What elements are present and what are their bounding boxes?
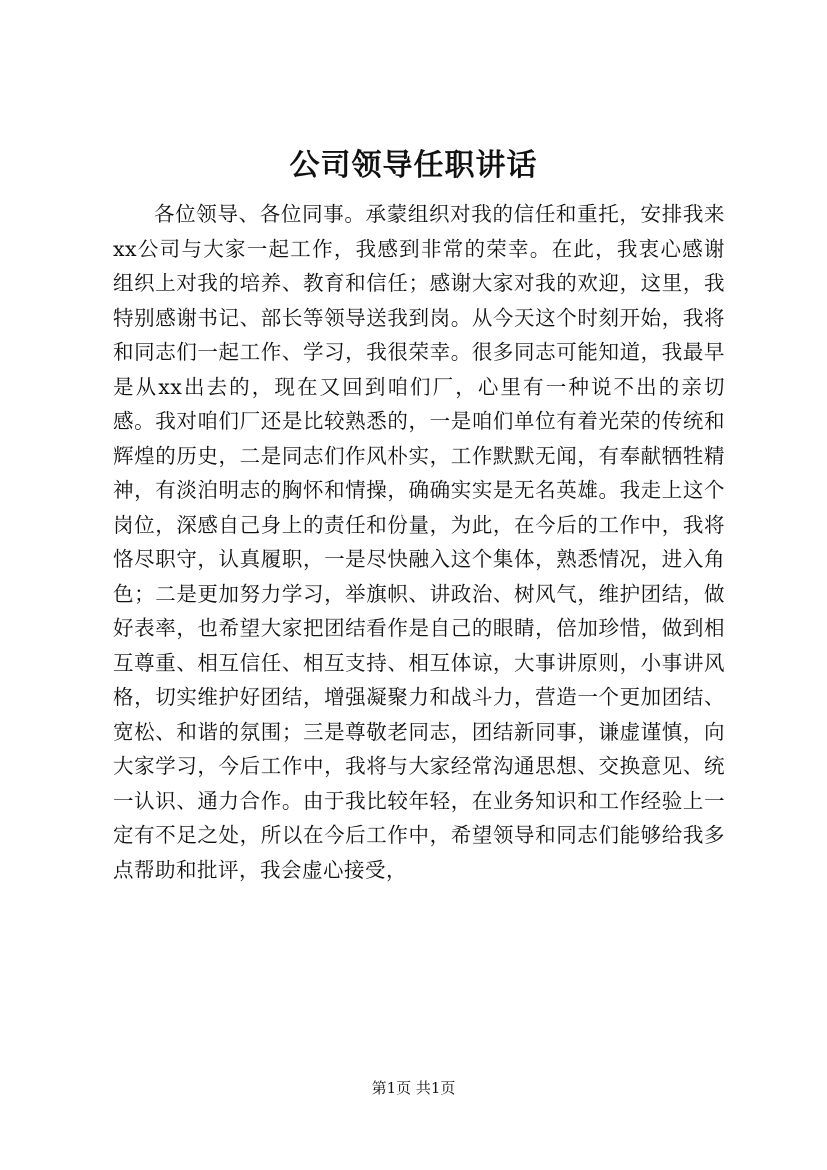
page-footer: 第1页 共1页 xyxy=(371,1079,456,1097)
document-body-paragraph: 各位领导、各位同事。承蒙组织对我的信任和重托，安排我来xx公司与大家一起工作，我感到非常的荣幸。在此，我衷心感谢组织上对我的培养、教育和信任；感谢大家对我的欢迎，这里，我特别感谢书记、部长等领导送我到岗。从今天这个时刻开始，我将和同志们一起工作、学习，我很荣幸。很多同志可能知道，我最早是从xx出去的，现在又回到咱们厂，心里有一种说不出的亲切感。我对咱们厂还是比较熟悉的，一是咱们单位有着光荣的传统和辉煌的历史，二是同志们作风朴实，工作默默无闻，有奉献牺牲精神，有淡泊明志的胸怀和情操，确确实实是无名英雄。我走上这个岗位，深感自己身上的责任和份量，为此，在今后的工作中，我将恪尽职守，认真履职，一是尽快融入这个集体，熟悉情况，进入角色；二是更加努力学习，举旗帜、讲政治、树风气，维护团结，做好表率，也希望大家把团结看作是自己的眼睛，倍加珍惜，做到相互尊重、相互信任、相互支持、相互体谅，大事讲原则，小事讲风格，切实维护好团结，增强凝聚力和战斗力，营造一个更加团结、宽松、和谐的氛围；三是尊敬老同志，团结新同事，谦虚谨慎，向大家学习，今后工作中，我将与大家经常沟通思想、交换意见、统一认识、通力合作。由于我比较年轻，在业务知识和工作经验上一定有不足之处，所以在今后工作中，希望领导和同志们能够给我多点帮助和批评，我会虚心接受， xyxy=(113,202,725,882)
document-title: 公司领导任职讲话 xyxy=(289,148,538,183)
